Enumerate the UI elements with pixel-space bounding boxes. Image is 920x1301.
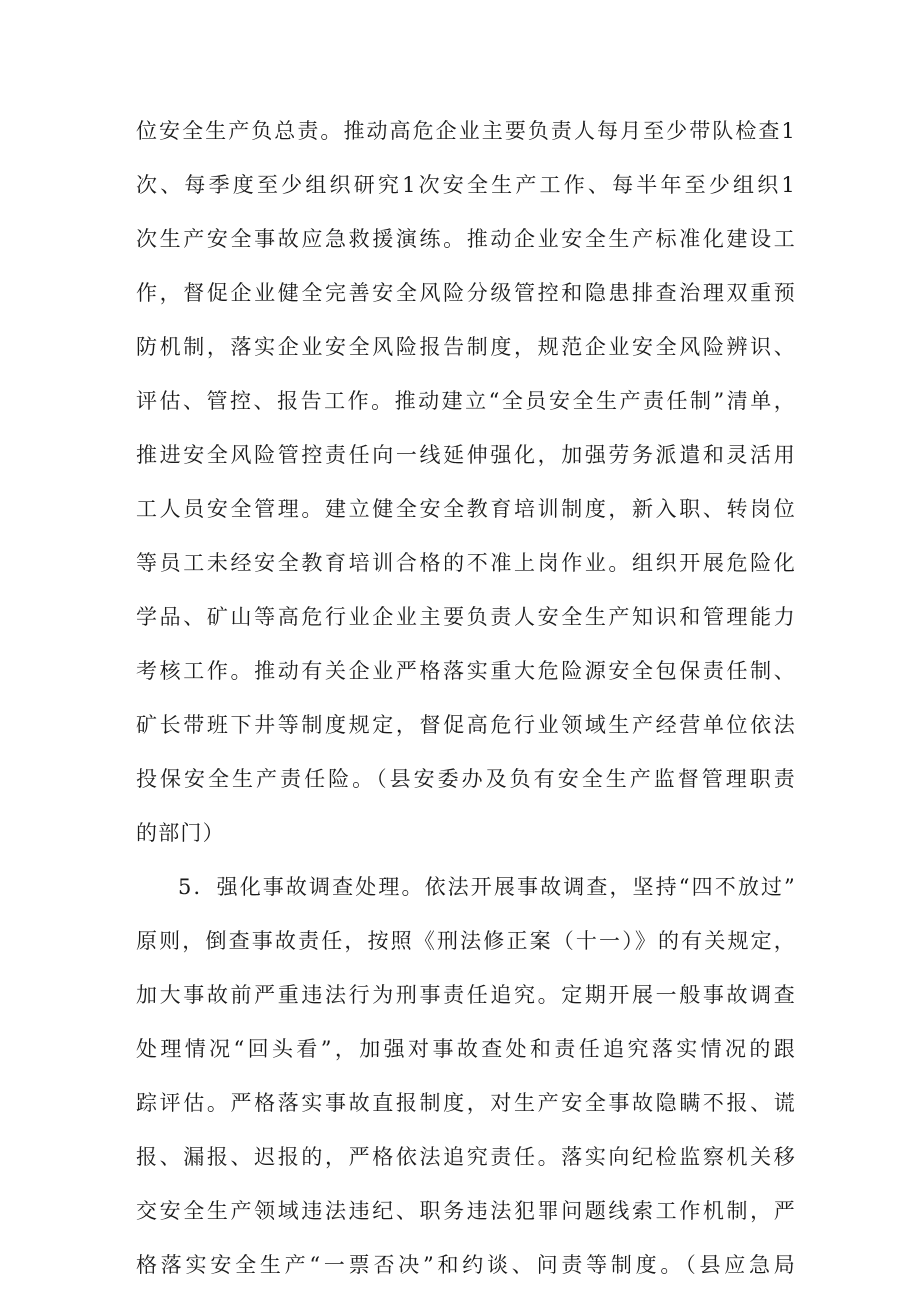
text-line: 的部门） <box>136 821 225 845</box>
text-line: 推进安全风险管控责任向一线延伸强化，加强劳务派遣和灵活用 <box>136 443 796 467</box>
text-line: 交安全生产领域违法违纪、职务违法犯罪问题线索工作机制，严 <box>136 1199 796 1223</box>
text-line: 原则，倒查事故责任，按照《刑法修正案（十一）》的有关规定， <box>136 929 796 953</box>
section-heading-line: 5．强化事故调查处理。依法开展事故调查，坚持“四不放过” <box>178 875 796 899</box>
text-line: 防机制，落实企业安全风险报告制度，规范企业安全风险辨识、 <box>136 335 796 359</box>
text-line: 次生产安全事故应急救援演练。推动企业安全生产标准化建设工 <box>136 227 796 251</box>
text-line: 踪评估。严格落实事故直报制度，对生产安全事故隐瞒不报、谎 <box>136 1091 796 1115</box>
text-line: 评估、管控、报告工作。推动建立“全员安全生产责任制”清单， <box>136 389 796 413</box>
text-line: 考核工作。推动有关企业严格落实重大危险源安全包保责任制、 <box>136 659 796 683</box>
text-line: 位安全生产负总责。推动高危企业主要负责人每月至少带队检查1 <box>136 119 796 143</box>
text-line: 处理情况“回头看”，加强对事故查处和责任追究落实情况的跟 <box>136 1037 796 1061</box>
text-line: 作，督促企业健全完善安全风险分级管控和隐患排查治理双重预 <box>136 281 796 305</box>
text-line: 矿长带班下井等制度规定，督促高危行业领域生产经营单位依法 <box>136 713 796 737</box>
text-line: 格落实安全生产“一票否决”和约谈、问责等制度。（县应急局 <box>136 1253 796 1277</box>
text-line: 报、漏报、迟报的，严格依法追究责任。落实向纪检监察机关移 <box>136 1145 796 1169</box>
text-line: 工人员安全管理。建立健全安全教育培训制度，新入职、转岗位 <box>136 497 796 521</box>
text-line: 加大事故前严重违法行为刑事责任追究。定期开展一般事故调查 <box>136 983 796 1007</box>
text-line: 次、每季度至少组织研究1次安全生产工作、每半年至少组织1 <box>136 173 796 197</box>
text-line: 等员工未经安全教育培训合格的不准上岗作业。组织开展危险化 <box>136 551 796 575</box>
text-line: 学品、矿山等高危行业企业主要负责人安全生产知识和管理能力 <box>136 605 796 629</box>
text-line: 投保安全生产责任险。（县安委办及负有安全生产监督管理职责 <box>136 767 796 791</box>
